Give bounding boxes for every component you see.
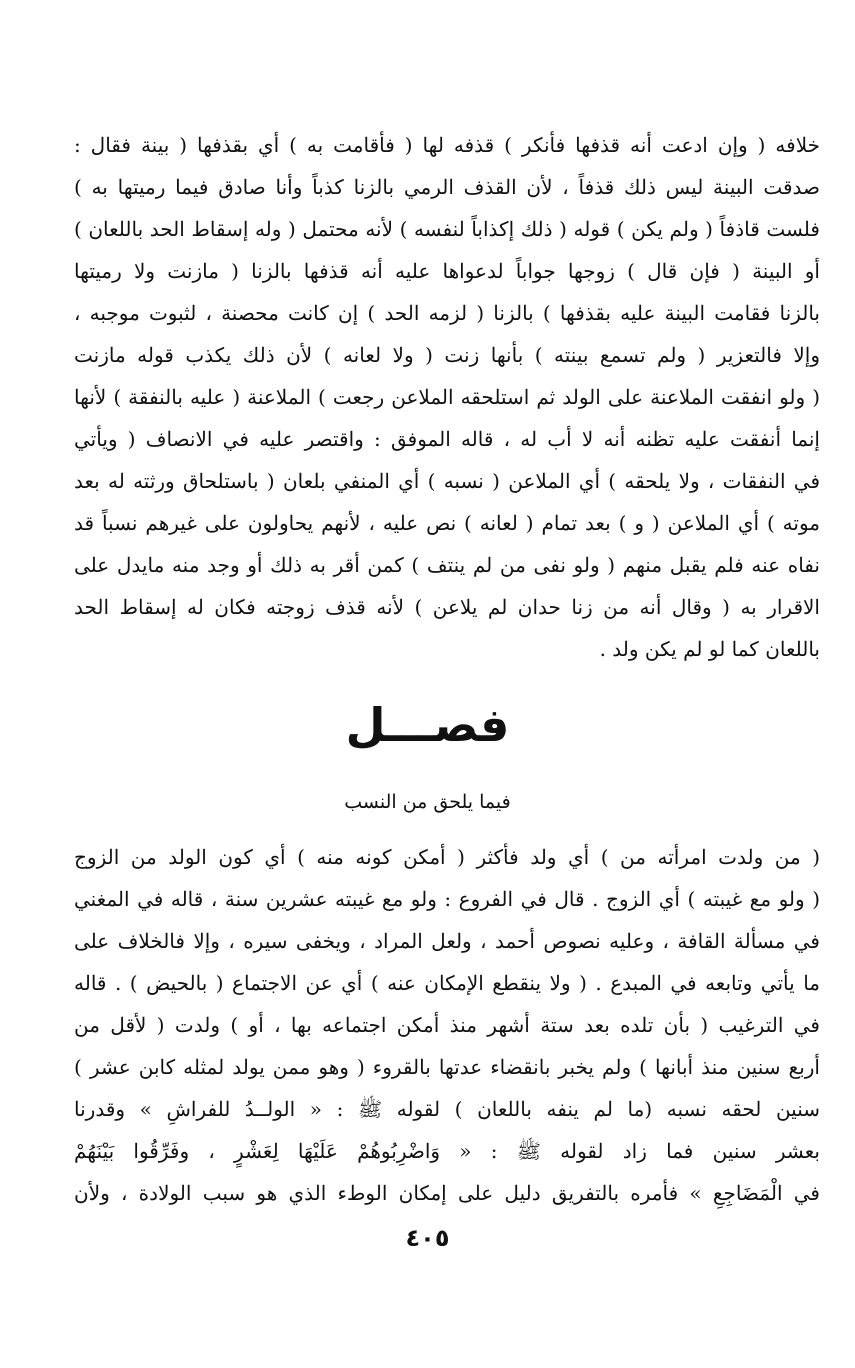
text-line: أو البينة ( فإن قال ) زوجها جواباً لدعواها عليه أنه قذفها بالزنا ( مازنت ولا رميتها [74, 259, 820, 283]
text-line: إنما أنفقت عليه تظنه أنه لا أب له ، قاله الموفق : واقتصر عليه في الانصاف ( ويأتي [74, 427, 820, 451]
section-subheading: فيما يلحق من النسب [344, 791, 511, 813]
text-line: ما يأتي وتابعه في المبدع . ( ولا ينقطع الإمكان عنه ) أي عن الاجتماع ( بالحيض ) . قاله [74, 971, 820, 995]
text-line: أربع سنين منذ أبانها ) ولم يخبر بانقضاء عدتها بالقروء ( وهو ممن يولد لمثله كابن عشر ) [74, 1055, 820, 1079]
text-line: بعشر سنين فما زاد لقوله ﷺ : « وَاضْرِبُوهُمْ عَلَيْهَا لِعَشْرٍ ، وفَرِّقُوا بَيْنَهُمْ [74, 1139, 820, 1163]
text-line: نفاه عنه فلم يقبل منهم ( ولو نفى من لم ينتف ) كمن أقر به ذلك أو وجد منه مايدل على [74, 553, 820, 577]
text-line: في الترغيب ( بأن تلده بعد ستة أشهر منذ أمكن اجتماعه بها ، أو ) ولدت ( لأقل من [74, 1013, 820, 1037]
text-line: في مسألة القافة ، وعليه نصوص أحمد ، ولعل المراد ، ويخفى سيره ، وإلا فالخلاف على [74, 929, 820, 953]
text-line: بالزنا فقامت البينة عليه بقذفها ) بالزنا ( لزمه الحد ) إن كانت محصنة ، لثبوت موجبه ، [74, 301, 820, 325]
text-line: باللعان كما لو لم يكن ولد . [599, 637, 820, 661]
text-line: صدقت البينة ليس ذلك قذفاً ، لأن القذف الرمي بالزنا كذباً وأنا صادق فيما رميتها به ) [74, 175, 820, 199]
text-line: خلافه ( وإن ادعت أنه قذفها فأنكر ) قذفه لها ( فأقامت به ) أي بقذفها ( بينة فقال : [74, 133, 820, 157]
page-number: ٤٠٥ [405, 1224, 450, 1252]
paragraph-lower [74, 836, 820, 1214]
text-line: في الْمَضَاجِعِ » فأمره بالتفريق دليل على إمكان الوطء الذي هو سبب الولادة ، ولأن [74, 1181, 820, 1205]
text-line: الاقرار به ( وقال أنه من زنا حدان لم يلاعن ) لأنه قذف زوجته فكان له إسقاط الحد [74, 595, 820, 619]
text-line: ( من ولدت امرأته من ) أي ولد فأكثر ( أمكن كونه منه ) أي كون الولد من الزوج [74, 845, 820, 869]
text-line: ( ولو مع غيبته ) أي الزوج . قال في الفروع : ولو مع غيبته عشرين سنة ، قاله في المغني [74, 887, 820, 911]
text-line: موته ) أي الملاعن ( و ) بعد تمام ( لعانه ) نص عليه ، لأنهم يحاولون على غيرهم نسباً قد [74, 511, 820, 535]
paragraph-upper [74, 124, 820, 670]
section-heading: فصـــل [345, 698, 510, 752]
text-line: ( ولو انفقت الملاعنة على الولد ثم استلحقه الملاعن رجعت ) الملاعنة ( عليه بالنفقة ) لأنها [74, 385, 820, 409]
text-line: فلست قاذفاً ( ولم يكن ) قوله ( ذلك إكذاباً لنفسه ) لأنه محتمل ( وله إسقاط الحد باللعان ) [74, 217, 820, 241]
text-line: في النفقات ، ولا يلحقه ) أي الملاعن ( نسبه ) أي المنفي بلعان ( باستلحاق ورثته له بعد [74, 469, 820, 493]
text-line: سنين لحقه نسبه (ما لم ينفه باللعان ) لقوله ﷺ : « الولــدُ للفراشِ » وقدرنا [74, 1097, 820, 1121]
text-line: وإلا فالتعزير ( ولم تسمع بينته ) بأنها زنت ( ولا لعانه ) لأن ذلك يكذب قوله مازنت [74, 343, 820, 367]
